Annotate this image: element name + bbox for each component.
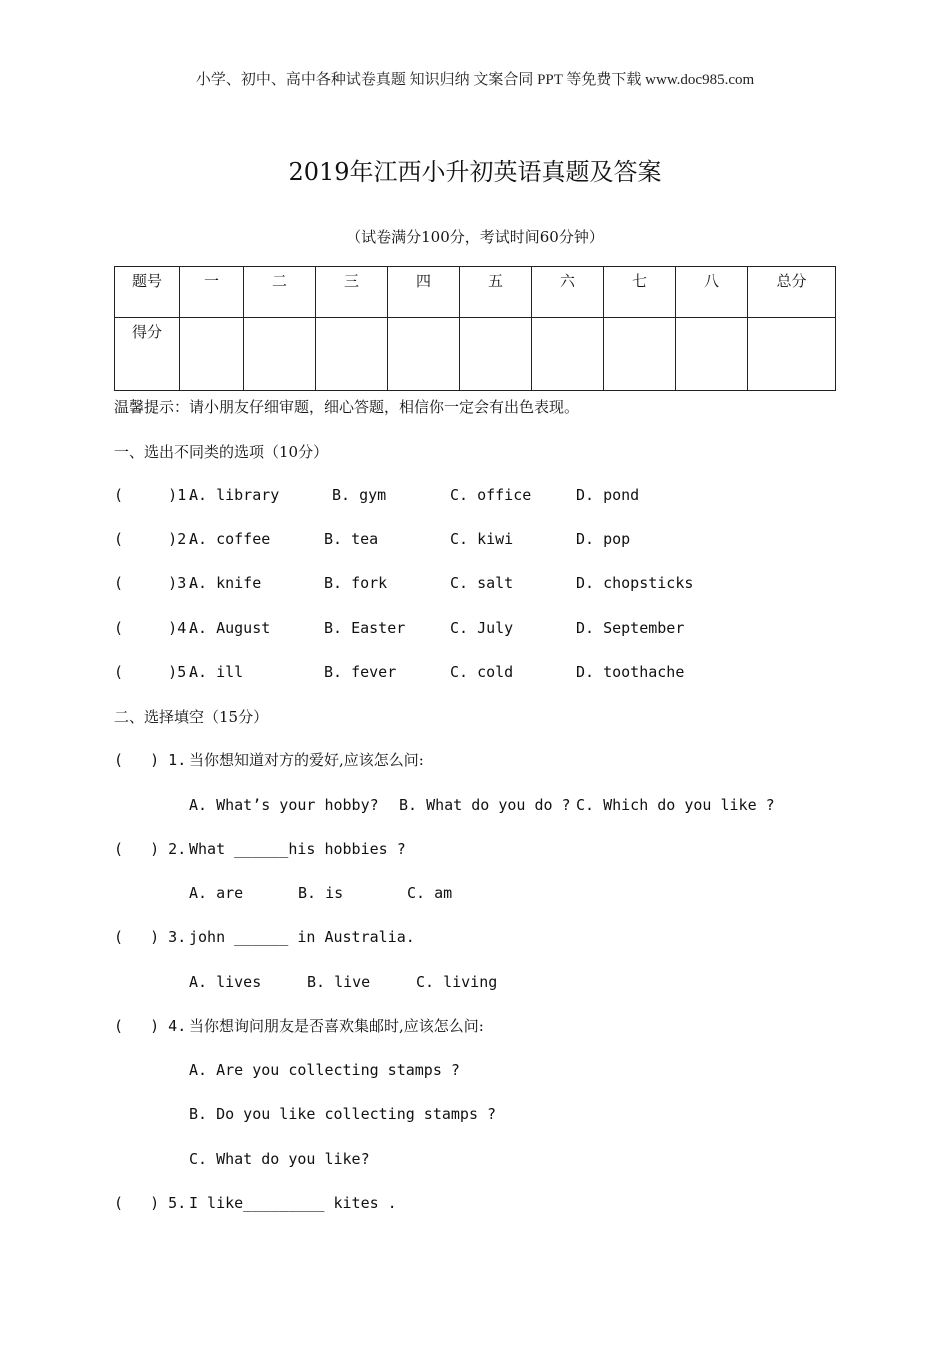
option-c: C. salt [450, 574, 514, 592]
section-1-heading: 一、选出不同类的选项（10分） [114, 443, 329, 461]
score-cell[interactable] [676, 318, 748, 391]
score-cell[interactable] [388, 318, 460, 391]
question-text: I like_________ kites . [189, 1194, 397, 1212]
option-a: A. Are you collecting stamps ? [189, 1061, 460, 1079]
score-header-cell: 七 [604, 267, 676, 318]
option-b: B. live [307, 973, 371, 991]
question-2-4-option-b [114, 1104, 497, 1124]
question-number: ( )2. [114, 530, 196, 548]
question-number: ( )5. [114, 663, 196, 681]
option-a: A. knife [189, 574, 262, 592]
question-2-2-options [114, 883, 453, 903]
option-d: D. toothache [576, 663, 685, 681]
score-table-header-row [115, 267, 836, 318]
option-a: A. coffee [189, 530, 271, 548]
question-2-2 [114, 839, 406, 859]
option-c: C. kiwi [450, 530, 514, 548]
question-1-2 [114, 529, 631, 549]
option-d: D. pond [576, 486, 640, 504]
question-text: What ______his hobbies ? [189, 840, 406, 858]
score-cell[interactable] [316, 318, 388, 391]
option-a: A. ill [189, 663, 244, 681]
option-b: B. fever [324, 663, 397, 681]
question-2-4 [114, 1016, 484, 1036]
tip-text: 温馨提示：请小朋友仔细审题，细心答题，相信你一定会有出色表现。 [114, 398, 580, 416]
question-number: ( ) 3. [114, 928, 187, 946]
option-a: A. August [189, 619, 271, 637]
option-c: C. cold [450, 663, 514, 681]
score-header-cell: 四 [388, 267, 460, 318]
question-1-4 [114, 618, 685, 638]
score-header-cell: 八 [676, 267, 748, 318]
score-header-cell: 三 [316, 267, 388, 318]
score-cell[interactable] [748, 318, 836, 391]
option-b: B. Do you like collecting stamps ? [189, 1105, 497, 1123]
question-number: ( ) 4. [114, 1017, 187, 1035]
question-1-5 [114, 662, 685, 682]
option-c: C. office [450, 486, 532, 504]
option-b: B. Easter [324, 619, 406, 637]
option-c: C. living [416, 973, 498, 991]
option-c: C. July [450, 619, 514, 637]
score-header-cell: 一 [180, 267, 244, 318]
score-table [114, 266, 836, 391]
score-cell[interactable] [604, 318, 676, 391]
score-header-cell: 题号 [115, 267, 180, 318]
question-number: ( ) 1. [114, 751, 187, 769]
question-2-4-option-a [114, 1060, 460, 1080]
question-1-1 [114, 485, 640, 505]
question-number: ( )3. [114, 574, 196, 592]
question-2-1-options [114, 795, 775, 815]
question-2-1 [114, 750, 424, 770]
exam-subtitle: （试卷满分100分，考试时间60分钟） [346, 228, 604, 246]
score-cell[interactable] [460, 318, 532, 391]
question-text: john ______ in Australia. [189, 928, 415, 946]
option-a: A. What’s your hobby? [189, 796, 379, 814]
site-header: 小学、初中、高中各种试卷真题 知识归纳 文案合同 PPT 等免费下载 www.doc985.com [195, 72, 755, 88]
score-header-cell: 二 [244, 267, 316, 318]
question-2-3-options [114, 972, 498, 992]
question-number: ( ) 5. [114, 1194, 187, 1212]
option-b: B. What do you do ? [399, 796, 571, 814]
option-d: D. September [576, 619, 685, 637]
question-2-3 [114, 927, 415, 947]
score-header-cell: 六 [532, 267, 604, 318]
score-cell[interactable] [532, 318, 604, 391]
score-cell[interactable] [180, 318, 244, 391]
question-1-3 [114, 573, 694, 593]
score-row-label: 得分 [115, 318, 180, 391]
option-b: B. fork [324, 574, 388, 592]
question-2-5 [114, 1193, 397, 1213]
question-text: 当你想询问朋友是否喜欢集邮时,应该怎么问: [189, 1017, 484, 1035]
option-d: D. chopsticks [576, 574, 694, 592]
option-a: A. are [189, 884, 244, 902]
option-a: A. lives [189, 973, 262, 991]
question-text: 当你想知道对方的爱好,应该怎么问: [189, 751, 424, 769]
score-header-cell: 总分 [748, 267, 836, 318]
score-cell[interactable] [244, 318, 316, 391]
option-c: C. am [407, 884, 453, 902]
question-number: ( )1. [114, 486, 196, 504]
option-b: B. gym [332, 486, 387, 504]
option-d: D. pop [576, 530, 631, 548]
option-b: B. is [298, 884, 344, 902]
question-number: ( ) 2. [114, 840, 187, 858]
option-c: C. Which do you like ? [576, 796, 775, 814]
score-header-cell: 五 [460, 267, 532, 318]
question-2-4-option-c [114, 1149, 370, 1169]
option-a: A. library [189, 486, 280, 504]
option-c: C. What do you like? [189, 1150, 370, 1168]
section-2-heading: 二、选择填空（15分） [114, 708, 269, 726]
page-title: 2019年江西小升初英语真题及答案 [288, 158, 662, 186]
question-number: ( )4. [114, 619, 196, 637]
option-b: B. tea [324, 530, 379, 548]
score-table-score-row [115, 318, 836, 391]
